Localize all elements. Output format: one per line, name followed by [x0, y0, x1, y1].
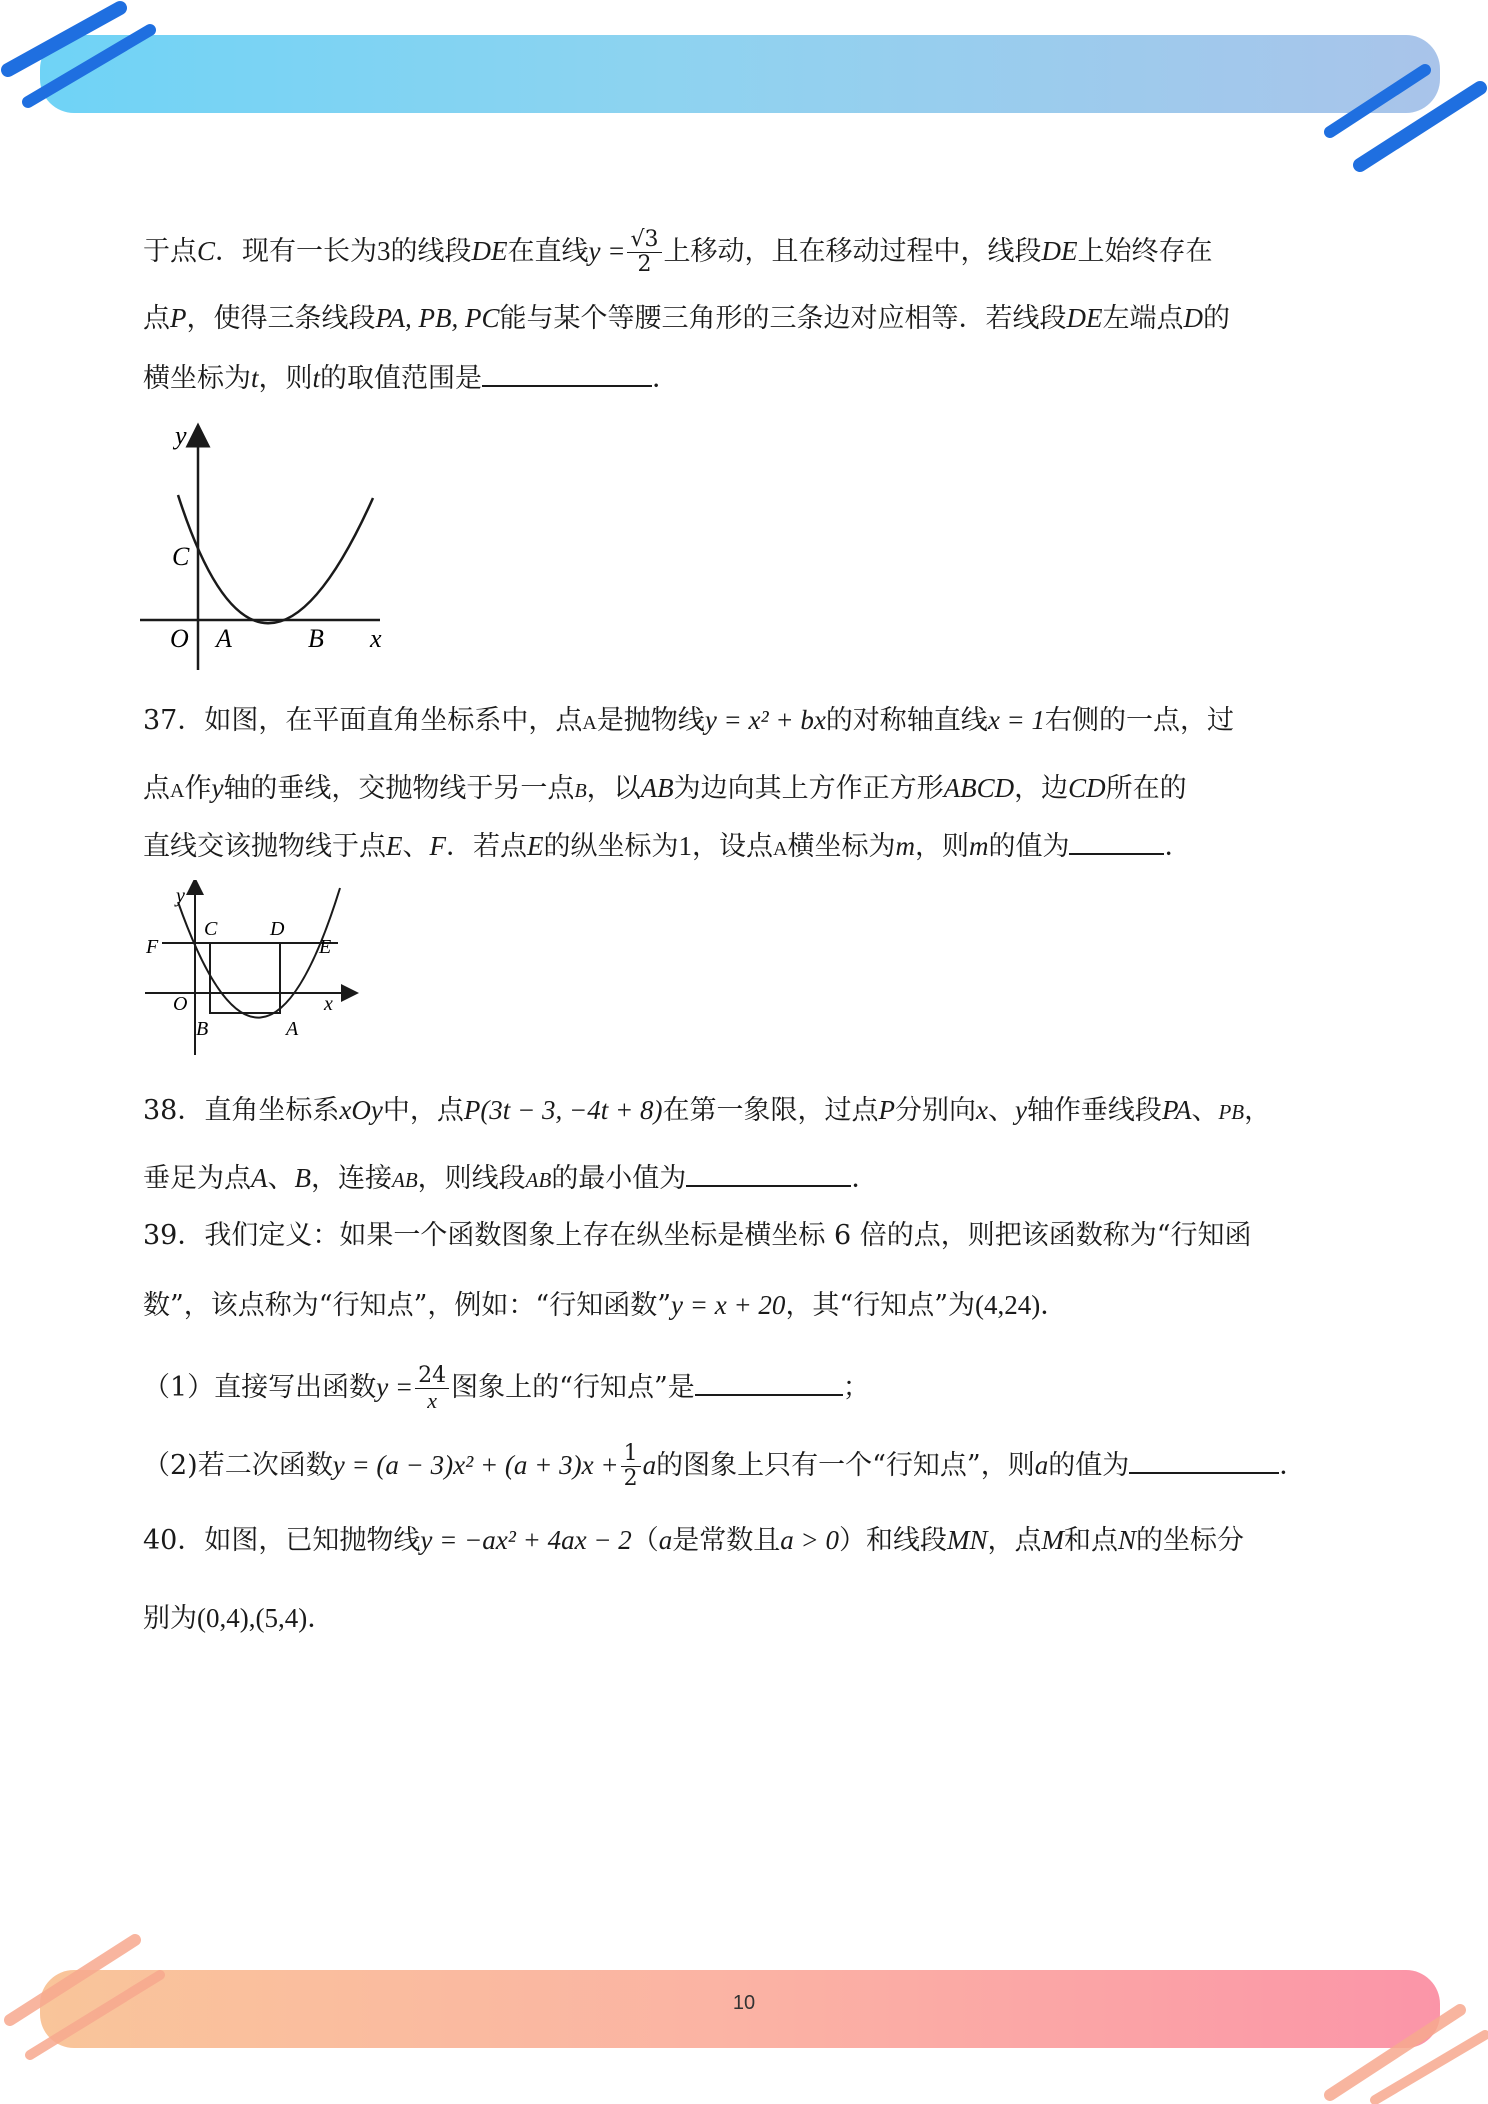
math-f: F: [429, 831, 446, 861]
math-a: A: [251, 1163, 268, 1193]
math-a: a: [642, 1450, 657, 1480]
text: 作: [184, 773, 212, 804]
label-a: A: [216, 624, 232, 653]
label-a: A: [286, 1018, 299, 1040]
math-parabola-eq: y = x² + bx: [704, 705, 826, 735]
math-a: A: [170, 780, 185, 802]
math-example-eq: y = x + 20: [671, 1290, 786, 1320]
text: 为边向其上方作正方形: [673, 773, 944, 804]
math-x: x: [975, 1095, 988, 1125]
label-x: x: [324, 993, 333, 1015]
math-b: B: [574, 780, 587, 802]
frac-den: 2: [623, 1466, 638, 1491]
text: 横坐标为: [143, 363, 251, 394]
label-d: D: [270, 918, 285, 940]
text: 图象上的“行知点”是: [451, 1372, 695, 1403]
math-t: t: [251, 363, 259, 393]
text: ，则线段: [417, 1163, 526, 1194]
text: ．: [851, 1163, 879, 1194]
label-y: y: [175, 421, 187, 450]
text: ，则: [914, 831, 969, 862]
q37-line-2: [143, 768, 1187, 811]
text: 数”，该点称为“行知点”，例如：“行知函数”: [143, 1290, 672, 1321]
text: 39．我们定义：如果一个函数图象上存在纵坐标是横坐标 6 倍的点，则把该函数称为“行知函: [143, 1220, 1252, 1251]
fraction-24-over-x: [415, 1364, 449, 1413]
math-cd: CD: [1068, 773, 1106, 803]
math-ab: AB: [640, 773, 674, 803]
text: （1）直接写出函数: [143, 1372, 377, 1403]
text: 左端点: [1102, 303, 1184, 334]
text: 的纵坐标为: [543, 831, 679, 862]
text: ．若点: [446, 831, 527, 862]
math-y: y: [1014, 1095, 1027, 1125]
text: 的值为: [988, 831, 1070, 862]
math-a: A: [582, 712, 597, 734]
text: 37．如图，在平面直角坐标系中，点: [143, 705, 583, 736]
q36-line-1: [143, 228, 1213, 277]
frac-num: √3: [627, 228, 661, 253]
q38-line-2: [143, 1158, 878, 1200]
math-1: 1: [678, 831, 692, 861]
text: 轴的垂线，交抛物线于另一点: [223, 773, 575, 804]
q39-line-1: [143, 1216, 1252, 1256]
math-a-positive: a > 0: [780, 1525, 840, 1555]
q40-line-1: [143, 1520, 1244, 1561]
answer-blank[interactable]: [695, 1368, 843, 1396]
math-ab: AB: [525, 1168, 552, 1192]
text: ，: [1244, 1095, 1272, 1126]
math-y-eq: y =: [376, 1372, 414, 1402]
frac-num: 24: [415, 1364, 449, 1389]
text: 所在的: [1105, 773, 1187, 804]
math-pa: PA: [1161, 1095, 1192, 1125]
text: 的最小值为: [551, 1163, 687, 1194]
math-point-p: P(3t − 3, −4t + 8): [463, 1095, 663, 1125]
text: 能与某个等腰三角形的三条边对应相等．若线段: [499, 303, 1067, 334]
text: ，连接: [311, 1163, 392, 1194]
math-xoy: xOy: [339, 1095, 383, 1125]
text: ，使得三条线段: [186, 303, 376, 334]
parabola-curve: [178, 888, 340, 1018]
q39-line-2: [143, 1285, 1067, 1326]
math-quadratic-eq: y = (a − 3)x² + (a + 3)x +: [332, 1450, 619, 1480]
text: 38．直角坐标系: [143, 1095, 340, 1126]
label-o: O: [173, 993, 188, 1015]
text: ；: [842, 1372, 870, 1403]
frac-den: 2: [637, 252, 652, 277]
text: 别为: [143, 1603, 197, 1634]
text: 、: [267, 1163, 295, 1194]
text: 右侧的一点，过: [1045, 705, 1235, 736]
q39-part-1: [143, 1364, 870, 1413]
text: 的值为: [1048, 1450, 1130, 1481]
answer-blank[interactable]: [686, 1159, 851, 1187]
text: 是常数且: [672, 1525, 781, 1556]
answer-blank[interactable]: [482, 359, 652, 387]
label-e: E: [319, 936, 332, 958]
text: 的图象上只有一个“行知点”，则: [656, 1450, 1035, 1481]
label-b: B: [196, 1018, 209, 1040]
math-p: P: [878, 1095, 895, 1125]
answer-blank[interactable]: [1069, 827, 1164, 855]
math-pb: PB: [1218, 1100, 1245, 1124]
text: 40．如图，已知抛物线: [143, 1525, 421, 1556]
math-ab: AB: [392, 1168, 418, 1192]
math-y: y: [211, 773, 224, 803]
q36-parabola-figure: [130, 420, 400, 675]
text: （2)若二次函数: [143, 1450, 333, 1481]
math-p: P: [170, 303, 187, 333]
text: 的取值范围是: [320, 363, 483, 394]
q36-line-2: [143, 298, 1230, 339]
text: 和点: [1064, 1525, 1119, 1556]
text: 横坐标为: [787, 831, 896, 862]
text: 轴作垂线段: [1026, 1095, 1162, 1126]
text: ，其“行知点”为: [785, 1290, 976, 1321]
math-a: A: [773, 838, 788, 860]
math-3: 3: [377, 236, 391, 266]
math-de: DE: [1041, 236, 1078, 266]
text: 的: [1203, 303, 1230, 334]
math-a: a: [1034, 1450, 1049, 1480]
label-o: O: [170, 624, 189, 653]
math-example-point: (4,24): [975, 1290, 1041, 1320]
math-c: C: [197, 236, 216, 266]
text: 点: [143, 773, 170, 804]
text: 、: [1191, 1095, 1219, 1126]
text: （: [631, 1525, 659, 1556]
text: ．: [307, 1603, 335, 1634]
square-abcd: [210, 943, 280, 1013]
math-b: B: [294, 1163, 311, 1193]
q36-line-3: [143, 358, 679, 399]
q37-line-1: [143, 700, 1234, 743]
math-abcd: ABCD: [943, 773, 1015, 803]
frac-num: 1: [621, 1442, 641, 1467]
text: 中，点: [382, 1095, 464, 1126]
text: 是抛物线: [596, 705, 705, 736]
q40-line-2: [143, 1598, 334, 1639]
page-number: 10: [732, 1992, 756, 2014]
math-d: D: [1183, 303, 1203, 333]
q38-line-1: [143, 1090, 1271, 1132]
label-y: y: [176, 885, 185, 907]
math-m: m: [968, 831, 989, 861]
math-e: E: [527, 831, 544, 861]
frac-den: x: [427, 1388, 438, 1413]
q37-square-parabola-figure: [140, 880, 360, 1060]
label-x: x: [370, 624, 382, 653]
q37-line-3: [143, 826, 1191, 869]
text: 垂足为点: [143, 1163, 251, 1194]
math-n: N: [1118, 1525, 1137, 1555]
math-de: DE: [471, 236, 508, 266]
math-e: E: [386, 831, 403, 861]
text: 的坐标分: [1136, 1525, 1245, 1556]
text: 、: [987, 1095, 1015, 1126]
math-y-eq: y =: [588, 236, 626, 266]
text: 的线段: [390, 236, 472, 267]
label-f: F: [146, 936, 159, 958]
label-b: B: [308, 624, 324, 653]
math-de: DE: [1066, 303, 1103, 333]
q39-part-2: [143, 1442, 1306, 1491]
text: 直线交该抛物线于点: [143, 831, 386, 862]
text: 在直线: [507, 236, 589, 267]
math-a: a: [658, 1525, 673, 1555]
fraction-sqrt3-over-2: [627, 228, 661, 277]
text: 的对称轴直线: [825, 705, 988, 736]
parabola-curve: [178, 495, 373, 623]
text: ，设点: [692, 831, 773, 862]
math-mn: MN: [947, 1525, 988, 1555]
math-pa-pb-pc: PA, PB, PC: [375, 303, 500, 333]
text: 在第一象限，过点: [662, 1095, 879, 1126]
text: ，边: [1014, 773, 1069, 804]
answer-blank[interactable]: [1129, 1446, 1279, 1474]
text: 于点: [143, 236, 197, 267]
text: ，以: [586, 773, 641, 804]
text: ．: [1164, 831, 1192, 862]
label-c: C: [172, 542, 190, 571]
text: ）和线段: [839, 1525, 948, 1556]
fraction-1-over-2: [621, 1442, 641, 1491]
text: ．: [1279, 1450, 1307, 1481]
math-m: M: [1041, 1525, 1065, 1555]
text: ，则: [258, 363, 313, 394]
math-m: m: [895, 831, 915, 861]
math-x-eq-1: x = 1: [987, 705, 1046, 735]
text: 上移动，且在移动过程中，线段: [663, 236, 1042, 267]
math-points: (0,4),(5,4): [197, 1603, 308, 1633]
text: ．现有一长为: [215, 236, 378, 267]
text: ．: [1040, 1290, 1068, 1321]
text: 上始终存在: [1077, 236, 1213, 267]
label-c: C: [204, 918, 218, 940]
math-t: t: [312, 363, 321, 393]
text: 点: [143, 303, 170, 334]
text: ，点: [987, 1525, 1042, 1556]
text: ．: [652, 363, 680, 394]
text: 分别向: [894, 1095, 976, 1126]
math-parabola-eq: y = −ax² + 4ax − 2: [420, 1525, 632, 1555]
text: 、: [402, 831, 430, 862]
